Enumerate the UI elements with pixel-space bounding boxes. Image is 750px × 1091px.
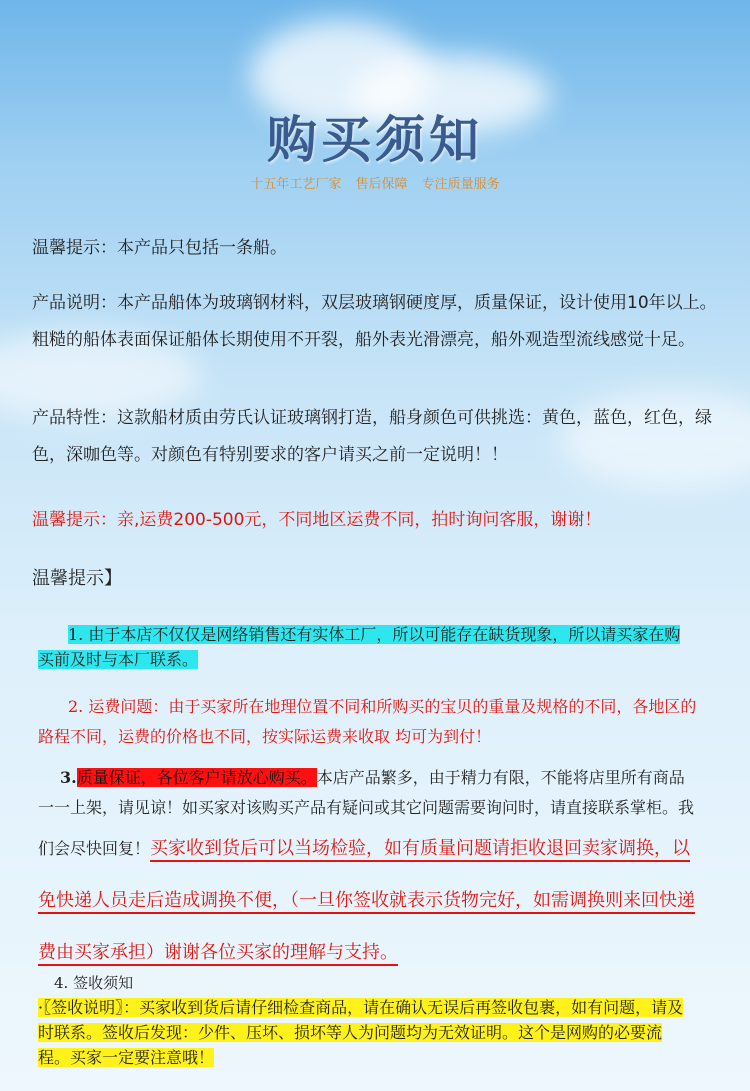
item-3-number: 3. (60, 768, 77, 787)
quality-guarantee-highlight: 质量保证，各位客户请放心购买。 (76, 768, 317, 787)
page-title: 购买须知 (267, 111, 483, 169)
product-features: 产品特性：这款船材质由劳氏认证玻璃钢打造，船身颜色可供挑选：黄色，蓝色，红色，绿色，深咖色等。对颜色有特别要求的客户请买之前一定说明！！ (32, 408, 712, 465)
notice-item-4-title: 4. 签收须知 (54, 974, 134, 992)
item-3-inspection-note: 买家收到货后可以当场检验，如有质量问题请拒收退回卖家调换，以免快递人员走后造成调换不便，（一旦你签收就表示货物完好，如需调换则来回快递费由买家承担）谢谢各位买家的理解与支持。 (38, 838, 695, 963)
notice-item-2: 2. 运费问题：由于买家所在地理位置不同和所购买的宝贝的重量及规格的不同，各地区的路程不同，运费的价格也不同，按实际运费来收取 均可为到付！ (38, 697, 697, 746)
notice-item-1 (38, 622, 688, 672)
item-3-text: 本店产品繁多，由于精力有限，不能将店里所有商品一一上架，请见谅！如买家对该购买产品有疑问或其它问题需要询问时，请直接联系掌柜。我们会尽快回复！ (38, 768, 695, 858)
tip-one-item: 温馨提示：本产品只包括一条船。 (32, 238, 287, 258)
page-subtitle: 十五年工艺厂家 售后保障 专注质量服务 (250, 177, 500, 192)
notice-item-3 (38, 763, 698, 979)
notice-heading: 温馨提示】 (32, 568, 122, 589)
shipping-tip: 温馨提示：亲,运费200-500元，不同地区运费不同，拍时询问客服，谢谢！ (32, 510, 602, 530)
notice-item-4 (38, 995, 688, 1070)
notice-item-1-text: 1. 由于本店不仅仅是网络销售还有实体工厂，所以可能存在缺货现象，所以请买家在购买前及时与本厂联系。 (38, 625, 681, 669)
sign-for-instructions: ·〖签收说明〗：买家收到货后请仔细检查商品，请在确认无误后再签收包裹，如有问题，请及时联系。签收后发现：少件、压坏、损坏等人为问题均为无效证明。这个是网购的必要流程。买家一定要注意哦！ (38, 998, 684, 1067)
product-description: 产品说明：本产品船体为玻璃钢材料，双层玻璃钢硬度厚，质量保证，设计使用10年以上。粗糙的船体表面保证船体长期使用不开裂，船外表光滑漂亮，船外观造型流线感觉十足。 (32, 293, 717, 350)
